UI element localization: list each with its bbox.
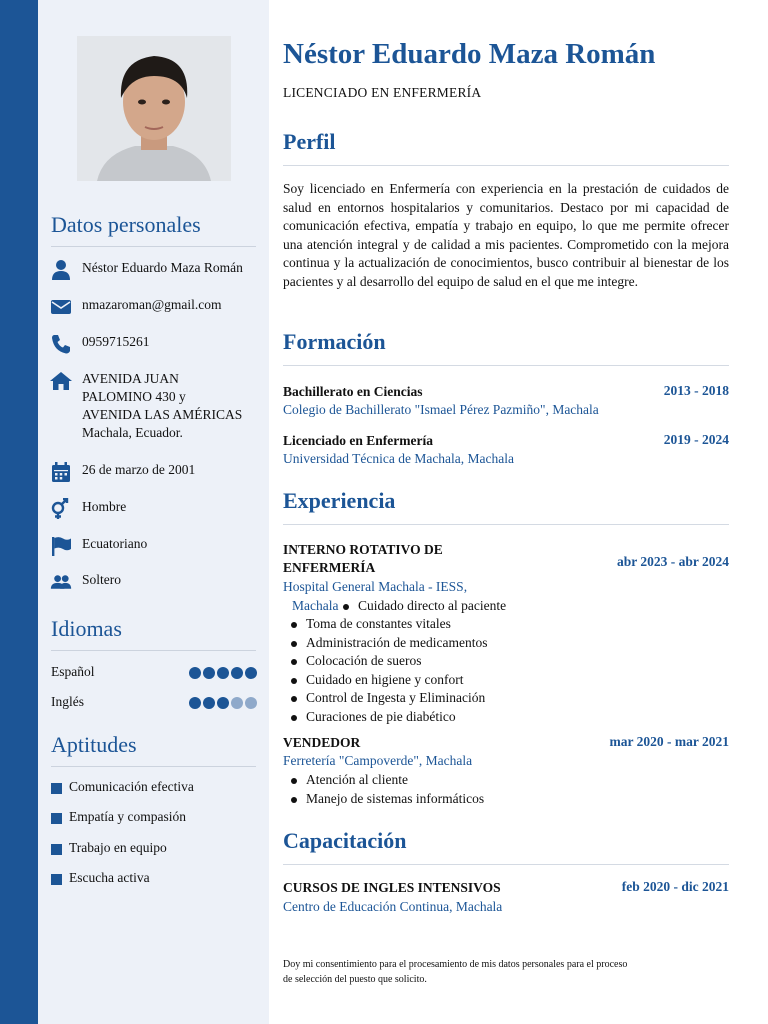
consent-line: de selección del puesto que solicito.	[283, 974, 427, 985]
language-name: Español	[51, 664, 95, 679]
email-text: nmazaroman@gmail.com	[82, 297, 222, 312]
address-line: PALOMINO 430 y	[82, 389, 186, 404]
sidebar	[38, 0, 269, 1024]
address-line: Machala, Ecuador.	[82, 425, 183, 440]
level-dot-filled	[203, 697, 215, 709]
task-item: Cuidado directo al paciente	[334, 597, 506, 616]
experience-title	[283, 541, 443, 577]
experience-task-list	[282, 771, 484, 808]
level-dot-filled	[217, 697, 229, 709]
level-dot-empty	[245, 697, 257, 709]
level-dot-filled	[189, 697, 201, 709]
nationality-text: Ecuatoriano	[82, 536, 148, 551]
profile-text: Soy licenciado en Enfermería con experiencia en la prestación de cuidados de salud en entornos hospitalarios y comunitarios. Destaco por mi capacidad de comunicación efectiva, empatía y trabajo en equipo, lo que me permite ofrecer una atención integral y de calidad a mis pacientes. Comprometido con la mejora continua y la actualización de conocimientos, busco contribuir al bienestar de los pacientes y al desarrollo del equipo de salud en el que me integre.	[283, 181, 729, 289]
level-dot-filled	[231, 667, 243, 679]
language-name: Inglés	[51, 694, 84, 709]
level-dot-filled	[203, 667, 215, 679]
level-dot-filled	[217, 667, 229, 679]
training-institution: Centro de Educación Continua, Machala	[283, 899, 503, 914]
experience-task-list	[282, 615, 487, 726]
consent-line: Doy mi consentimiento para el procesamiento de mis datos personales para el proceso	[283, 959, 628, 970]
profile-heading: Perfil	[283, 129, 729, 166]
profile-photo	[77, 36, 231, 181]
address-text	[82, 370, 260, 442]
training-heading: Capacitación	[283, 828, 729, 865]
languages-heading: Idiomas	[51, 616, 256, 651]
skill-label: Empatía y compasión	[69, 809, 186, 824]
education-institution: Colegio de Bachillerato "Ismael Pérez Pazmiño", Machala	[283, 402, 599, 417]
level-dot-filled	[245, 667, 257, 679]
square-bullet-icon	[51, 813, 62, 824]
education-heading: Formación	[283, 329, 729, 366]
skill-item	[51, 779, 261, 797]
square-bullet-icon	[51, 783, 62, 794]
task-item: Curaciones de pie diabético	[282, 708, 487, 727]
experience-task-list	[334, 597, 506, 616]
language-row	[51, 694, 258, 712]
task-item: Colocación de sueros	[282, 652, 487, 671]
gender-text: Hombre	[82, 499, 127, 514]
task-item: Toma de constantes vitales	[282, 615, 487, 634]
experience-title-line: INTERNO ROTATIVO DE	[283, 542, 443, 557]
training-dates: feb 2020 - dic 2021	[621, 879, 729, 894]
training-title: CURSOS DE INGLES INTENSIVOS	[283, 880, 501, 895]
skill-item	[51, 870, 261, 888]
home-icon	[50, 370, 72, 392]
task-item: Cuidado en higiene y confort	[282, 671, 487, 690]
education-dates: 2013 - 2018	[663, 383, 729, 398]
skill-item	[51, 840, 261, 858]
personal-data-heading: Datos personales	[51, 212, 256, 247]
phone-text: 0959715261	[82, 334, 150, 349]
level-dot-filled	[189, 667, 201, 679]
marital-status-text: Soltero	[82, 572, 121, 587]
experience-org: Machala	[292, 598, 339, 613]
address-line: AVENIDA LAS AMÉRICAS	[82, 407, 243, 422]
task-item: Manejo de sistemas informáticos	[282, 790, 484, 809]
skill-label: Comunicación efectiva	[69, 779, 194, 794]
education-title: Bachillerato en Ciencias	[283, 384, 423, 399]
skill-item	[51, 809, 261, 827]
gender-icon	[50, 498, 72, 520]
experience-title: VENDEDOR	[283, 735, 361, 750]
nationality-row	[50, 535, 260, 563]
skills-heading: Aptitudes	[51, 732, 256, 767]
marital-status-row	[50, 571, 260, 599]
experience-org: Ferretería "Campoverde", Machala	[283, 753, 473, 768]
left-accent-stripe	[0, 0, 38, 1024]
user-icon	[50, 259, 72, 281]
task-item: Atención al cliente	[282, 771, 484, 790]
birthdate-text: 26 de marzo de 2001	[82, 462, 196, 477]
education-title: Licenciado en Enfermería	[283, 433, 433, 448]
experience-org: Hospital General Machala - IESS,	[283, 579, 468, 594]
experience-title-line: ENFERMERÍA	[283, 560, 376, 575]
email-row	[50, 296, 260, 324]
envelope-icon	[50, 296, 72, 318]
users-icon	[50, 571, 72, 593]
gender-row	[50, 498, 260, 526]
skill-label: Escucha activa	[69, 870, 150, 885]
consent-note	[283, 957, 703, 987]
phone-icon	[50, 333, 72, 355]
candidate-name: Néstor Eduardo Maza Román	[283, 38, 656, 70]
task-item: Control de Ingesta y Eliminación	[282, 689, 487, 708]
candidate-title: LICENCIADO EN ENFERMERÍA	[283, 85, 482, 100]
personal-name: Néstor Eduardo Maza Román	[82, 260, 243, 275]
language-level	[188, 666, 258, 680]
experience-dates: mar 2020 - mar 2021	[609, 734, 729, 749]
address-row	[50, 370, 260, 446]
language-level	[188, 696, 258, 710]
experience-heading: Experiencia	[283, 488, 729, 525]
task-item: Administración de medicamentos	[282, 634, 487, 653]
level-dot-empty	[231, 697, 243, 709]
phone-row	[50, 333, 260, 361]
language-row	[51, 664, 258, 682]
experience-dates: abr 2023 - abr 2024	[616, 554, 729, 569]
flag-icon	[50, 535, 72, 557]
birthdate-row	[50, 461, 260, 489]
address-line: AVENIDA JUAN	[82, 371, 179, 386]
calendar-icon	[50, 461, 72, 483]
square-bullet-icon	[51, 844, 62, 855]
education-dates: 2019 - 2024	[663, 432, 729, 447]
skill-label: Trabajo en equipo	[69, 840, 167, 855]
square-bullet-icon	[51, 874, 62, 885]
personal-name-row	[50, 259, 260, 287]
education-institution: Universidad Técnica de Machala, Machala	[283, 451, 515, 466]
